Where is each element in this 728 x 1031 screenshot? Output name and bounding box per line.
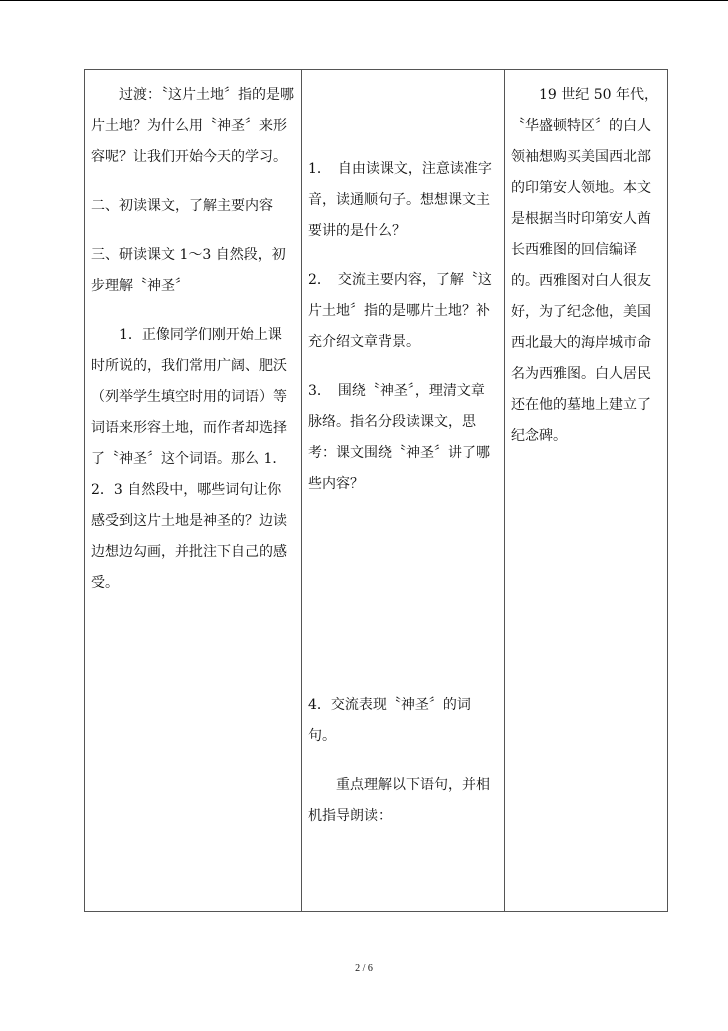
study-instruction-paragraph: 1．正像同学们刚开始上课时所说的，我们常用广阔、肥沃（列举学生填空时用的词语）等词语来形容土地，而作者却选择了〝神圣〞这个词语。那么 1．2．3 自然段中，哪些词句让你感受到这片土地是神圣的？边读边想边勾画，并批注下自己的感受。 <box>91 327 287 591</box>
page-number: 2 / 6 <box>355 963 373 974</box>
table-row <box>85 70 668 912</box>
background-notes-cell <box>505 70 668 912</box>
transition-paragraph: 过渡：〝这片土地〞指的是哪片土地？为什么用〝神圣〞来形容呢？让我们开始今天的学习。 <box>91 87 294 165</box>
section-initial-reading: 二、初读课文，了解主要内容 <box>91 198 273 214</box>
activity-free-reading: 1． 自由读课文，注意读准字音，读通顺句子。想想课文主要讲的是什么？ <box>308 161 492 239</box>
activity-share-sentences: 4．交流表现〝神圣〞的词句。 <box>308 697 471 744</box>
activity-share-content: 2． 交流主要内容，了解〝这片土地〞指的是哪片土地？补充介绍文章背景。 <box>308 272 492 350</box>
activity-key-sentences: 重点理解以下语句，并相机指导朗读： <box>308 777 490 824</box>
background-paragraph: 19 世纪 50 年代，〝华盛顿特区〞的白人领袖想购买美国西北部的印第安人领地。本文是根据当时印第安人酋长西雅图的回信编译的。西雅图对白人很友好，为了纪念他，美国西北最大的海岸城市命名为西雅图。白人居民还在他的墓地上建立了纪念碑。 <box>511 87 658 444</box>
page-top-rule <box>0 0 728 1</box>
lesson-plan-table <box>84 69 668 912</box>
teaching-steps-cell <box>85 70 302 912</box>
activity-outline-structure: 3． 围绕〝神圣〞，理清文章脉络。指名分段读课文，思考：课文围绕〝神圣〞讲了哪些内容？ <box>308 383 490 492</box>
section-study-paragraphs: 三、研读课文 1～3 自然段，初步理解〝神圣〞 <box>91 247 286 294</box>
student-activities-cell <box>302 70 505 912</box>
